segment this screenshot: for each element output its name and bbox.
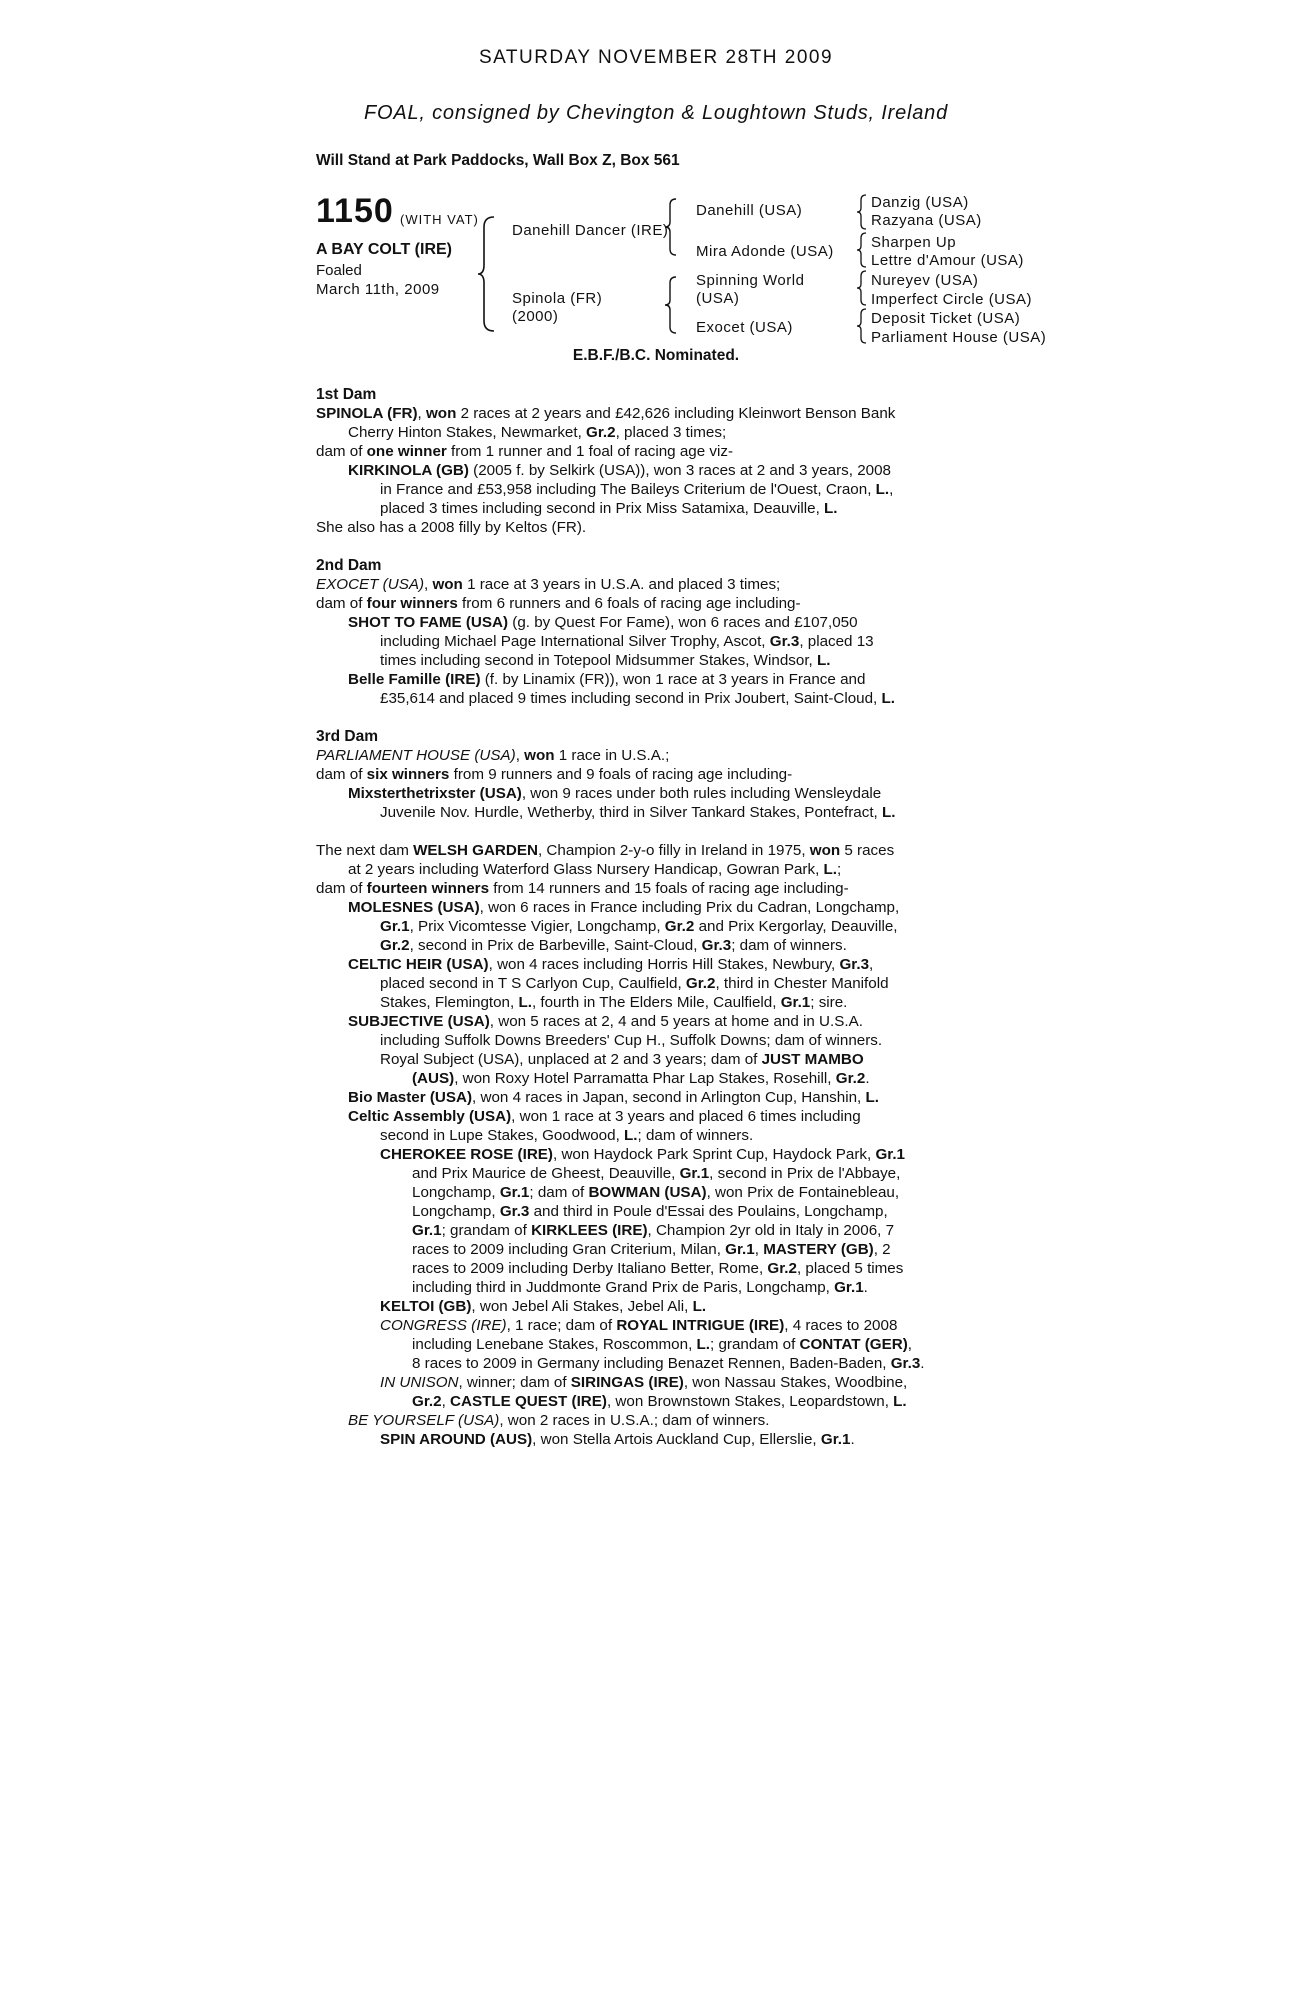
text-line: including third in Juddmonte Grand Prix de Paris, Longchamp, Gr.1. (412, 1279, 868, 1296)
lot-number: 1150 (316, 192, 394, 230)
pedigree-main-brace (476, 215, 496, 333)
text-line: The next dam WELSH GARDEN, Champion 2-y-o filly in Ireland in 1975, won 5 races (316, 842, 895, 859)
text-line: second in Lupe Stakes, Goodwood, L.; dam of winners. (380, 1127, 754, 1144)
text-line: IN UNISON, winner; dam of SIRINGAS (IRE), won Nassau Stakes, Woodbine, (380, 1374, 908, 1391)
text-line: (AUS), won Roxy Hotel Parramatta Phar Lap Stakes, Rosehill, Gr.2. (412, 1070, 870, 1087)
pedigree-brace-3 (856, 270, 868, 306)
pedigree-gen3-7: Deposit Ticket (USA) (871, 310, 1021, 327)
third-dam-heading: 3rd Dam (316, 728, 379, 745)
pedigree-brace-4 (856, 308, 868, 344)
pedigree-gen3-6: Imperfect Circle (USA) (871, 291, 1033, 308)
text-line: SUBJECTIVE (USA), won 5 races at 2, 4 and 5 years at home and in U.S.A. (348, 1013, 863, 1030)
pedigree-brace-2 (856, 232, 868, 268)
text-line: KIRKINOLA (GB) (2005 f. by Selkirk (USA)), won 3 races at 2 and 3 years, 2008 (348, 462, 891, 479)
consignment-line: FOAL, consigned by Chevington & Loughtown Studs, Ireland (363, 102, 949, 124)
text-line: 8 races to 2009 in Germany including Benazet Rennen, Baden-Baden, Gr.3. (412, 1355, 925, 1372)
text-line: dam of fourteen winners from 14 runners and 15 foals of racing age including- (316, 880, 849, 897)
text-line: Longchamp, Gr.1; dam of BOWMAN (USA), won Prix de Fontainebleau, (412, 1184, 900, 1201)
text-line: including Lenebane Stakes, Roscommon, L.; grandam of CONTAT (GER), (412, 1336, 913, 1353)
pedigree-sire-dam: Mira Adonde (USA) (696, 243, 834, 260)
text-line: Belle Famille (IRE) (f. by Linamix (FR)), won 1 race at 3 years in France and (348, 671, 866, 688)
text-line: dam of four winners from 6 runners and 6 foals of racing age including- (316, 595, 801, 612)
text-line: Gr.1, Prix Vicomtesse Vigier, Longchamp, Gr.2 and Prix Kergorlay, Deauville, (380, 918, 898, 935)
pedigree-gen3-2: Razyana (USA) (871, 212, 982, 229)
text-line: Longchamp, Gr.3 and third in Poule d'Essai des Poulains, Longchamp, (412, 1203, 888, 1220)
first-dam-heading: 1st Dam (316, 386, 377, 403)
text-line: BE YOURSELF (USA), won 2 races in U.S.A.; dam of winners. (348, 1412, 770, 1429)
pedigree-dam-sire-line2: (USA) (696, 290, 740, 307)
text-line: MOLESNES (USA), won 6 races in France including Prix du Cadran, Longchamp, (348, 899, 900, 916)
text-line: races to 2009 including Gran Criterium, Milan, Gr.1, MASTERY (GB), 2 (412, 1241, 891, 1258)
text-line: SPIN AROUND (AUS), won Stella Artois Auckland Cup, Ellerslie, Gr.1. (380, 1431, 855, 1448)
text-line: placed second in T S Carlyon Cup, Caulfield, Gr.2, third in Chester Manifold (380, 975, 889, 992)
text-line: including Suffolk Downs Breeders' Cup H., Suffolk Downs; dam of winners. (380, 1032, 883, 1049)
nomination-note: E.B.F./B.C. Nominated. (572, 347, 740, 364)
text-line: Gr.2, second in Prix de Barbeville, Saint-Cloud, Gr.3; dam of winners. (380, 937, 847, 954)
vat-note: (WITH VAT) (400, 212, 479, 227)
text-line: Gr.1; grandam of KIRKLEES (IRE), Champion 2yr old in Italy in 2006, 7 (412, 1222, 895, 1239)
pedigree-dam-brace (664, 276, 678, 334)
pedigree-gen3-3: Sharpen Up (871, 234, 957, 251)
produce-record (316, 385, 996, 1449)
text-line: times including second in Totepool Midsummer Stakes, Windsor, L. (380, 652, 831, 669)
pedigree-gen3-4: Lettre d'Amour (USA) (871, 252, 1024, 269)
text-line: Gr.2, CASTLE QUEST (IRE), won Brownstown Stakes, Leopardstown, L. (412, 1393, 907, 1410)
stand-location: Will Stand at Park Paddocks, Wall Box Z, Box 561 (316, 152, 680, 169)
text-line: Stakes, Flemington, L., fourth in The Elders Mile, Caulfield, Gr.1; sire. (380, 994, 848, 1011)
text-line: Celtic Assembly (USA), won 1 race at 3 years and placed 6 times including (348, 1108, 861, 1125)
text-line: at 2 years including Waterford Glass Nursery Handicap, Gowran Park, L.; (348, 861, 842, 878)
text-line: She also has a 2008 filly by Keltos (FR). (316, 519, 587, 536)
pedigree-dam-dam: Exocet (USA) (696, 319, 793, 336)
pedigree-gen3-8: Parliament House (USA) (871, 329, 1047, 346)
lot-description: A BAY COLT (IRE) (316, 241, 453, 258)
pedigree-sire-sire: Danehill (USA) (696, 202, 803, 219)
text-line: including Michael Page International Silver Trophy, Ascot, Gr.3, placed 13 (380, 633, 874, 650)
foaled-label: Foaled (316, 262, 362, 279)
pedigree-gen3-1: Danzig (USA) (871, 194, 969, 211)
pedigree-sire: Danehill Dancer (IRE) (512, 222, 669, 239)
text-line: Royal Subject (USA), unplaced at 2 and 3 years; dam of JUST MAMBO (380, 1051, 864, 1068)
text-line: SHOT TO FAME (USA) (g. by Quest For Fame), won 6 races and £107,050 (348, 614, 858, 631)
text-line: Mixsterthetrixster (USA), won 9 races under both rules including Wensleydale (348, 785, 882, 802)
text-line: PARLIAMENT HOUSE (USA), won 1 race in U.S.A.; (316, 747, 670, 764)
text-line: and Prix Maurice de Gheest, Deauville, Gr.1, second in Prix de l'Abbaye, (412, 1165, 901, 1182)
text-line: dam of six winners from 9 runners and 9 foals of racing age including- (316, 766, 793, 783)
pedigree-dam-line1: Spinola (FR) (512, 290, 603, 307)
first-dam-paragraph: SPINOLA (FR), won 2 races at 2 years and £42,626 including Kleinwort Benson Bank (316, 405, 896, 422)
pedigree-dam-line2: (2000) (512, 308, 559, 325)
pedigree-dam-sire-line1: Spinning World (696, 272, 805, 289)
text-line: in France and £53,958 including The Baileys Criterium de l'Ouest, Craon, L., (380, 481, 894, 498)
text-line: Bio Master (USA), won 4 races in Japan, second in Arlington Cup, Hanshin, L. (348, 1089, 879, 1106)
text-line: placed 3 times including second in Prix Miss Satamixa, Deauville, L. (380, 500, 838, 517)
text-line: CONGRESS (IRE), 1 race; dam of ROYAL INTRIGUE (IRE), 4 races to 2008 (380, 1317, 898, 1334)
text-line: £35,614 and placed 9 times including second in Prix Joubert, Saint-Cloud, L. (380, 690, 895, 707)
text-line: KELTOI (GB), won Jebel Ali Stakes, Jebel Ali, L. (380, 1298, 707, 1315)
second-dam-heading: 2nd Dam (316, 557, 382, 574)
text-line: races to 2009 including Derby Italiano Better, Rome, Gr.2, placed 5 times (412, 1260, 904, 1277)
text-line: Cherry Hinton Stakes, Newmarket, Gr.2, placed 3 times; (348, 424, 727, 441)
text-line: EXOCET (USA), won 1 race at 3 years in U.S.A. and placed 3 times; (316, 576, 781, 593)
text-line: Juvenile Nov. Hurdle, Wetherby, third in Silver Tankard Stakes, Pontefract, L. (380, 804, 896, 821)
text-line: CELTIC HEIR (USA), won 4 races including Horris Hill Stakes, Newbury, Gr.3, (348, 956, 874, 973)
pedigree-brace-1 (856, 194, 868, 230)
sale-date: SATURDAY NOVEMBER 28TH 2009 (478, 47, 834, 68)
text-line: dam of one winner from 1 runner and 1 foal of racing age viz- (316, 443, 734, 460)
foaled-date: March 11th, 2009 (316, 281, 440, 298)
pedigree-gen3-5: Nureyev (USA) (871, 272, 979, 289)
text-line: CHEROKEE ROSE (IRE), won Haydock Park Sprint Cup, Haydock Park, Gr.1 (380, 1146, 906, 1163)
